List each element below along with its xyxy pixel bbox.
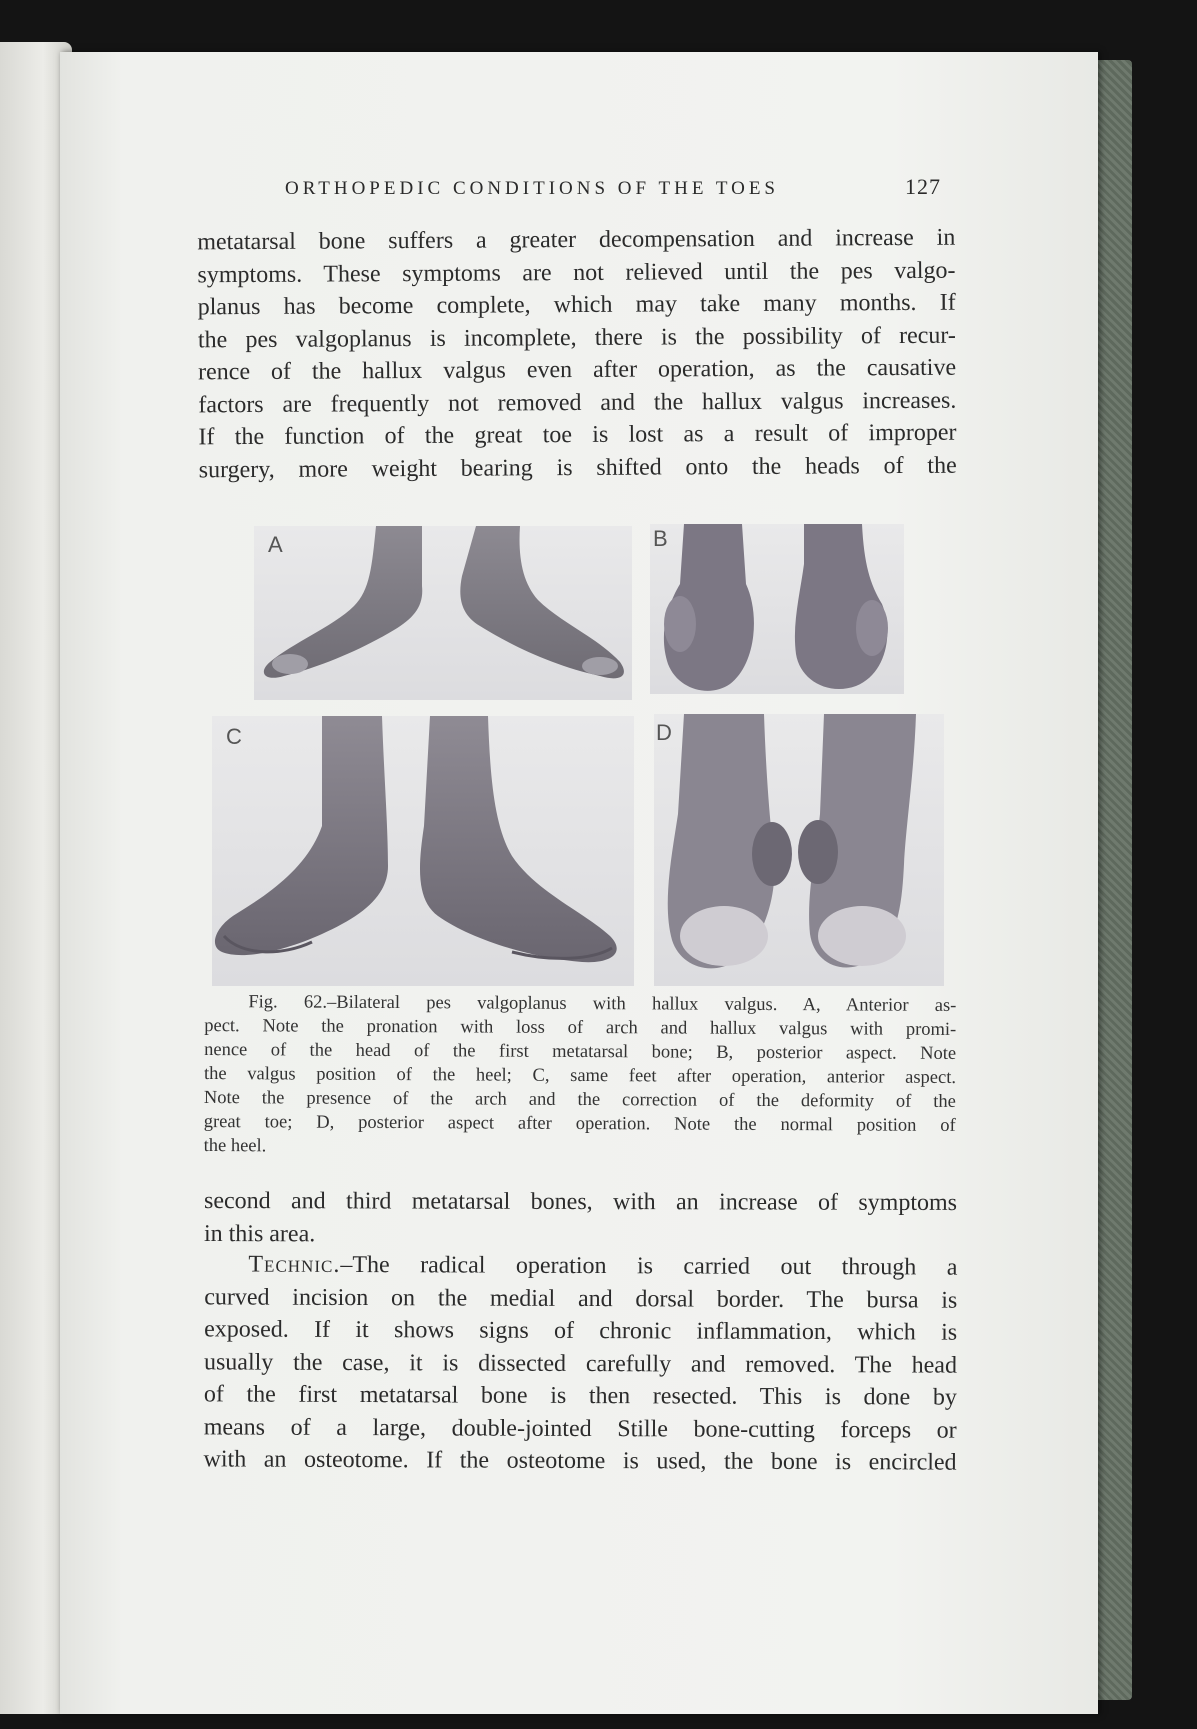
text-line: exposed. If it shows signs of chronic inflammation, which is [204,1316,958,1346]
figure-panel-b-photo [650,524,904,694]
text-line: If the function of the great toe is lost as a result of improper [198,419,957,451]
figure-panel-c-photo [212,716,634,986]
running-head: ORTHOPEDIC CONDITIONS OF THE TOES [285,178,779,199]
feet-posterior-illustration [650,524,904,694]
panel-label-b: B [653,526,668,551]
text-line: in this area. [203,1220,316,1247]
text-line: planus has become complete, which may take many months. If [197,289,956,321]
feet-anterior-illustration [254,526,632,700]
text-line: factors are frequently not removed and the hallux valgus increases. [198,387,957,418]
text-line: usually the case, it is dissected carefully and removed. The head [203,1348,958,1379]
paragraph-technic [204,1248,958,1479]
text-line-technic-first [204,1248,957,1284]
caption-line: pect. Note the pronation with loss of arch and hallux valgus with promi- [204,1016,957,1040]
paragraph-top [197,222,957,487]
technic-heading: Technic. [248,1251,341,1278]
figure-panel-d-photo [654,714,944,986]
page-number: 127 [905,174,941,199]
caption-line: the valgus position of the heel; C, same feet after operation, anterior aspect. [203,1064,957,1088]
text-line: symptoms. These symptoms are not relieved until the pes valgo- [197,257,956,288]
caption-line: great toe; D, posterior aspect after operation. Note the normal position of [203,1112,956,1136]
caption-line: Fig. 62.–Bilateral pes valgoplanus with hallux valgus. A, Anterior as- [248,992,957,1016]
text-line: means of a large, double-jointed Stille bone-cutting forceps or [203,1413,957,1444]
text-line: surgery, more weight bearing is shifted onto the heads of the [198,452,957,483]
panel-label-d: D [656,720,672,745]
figure-caption [204,990,957,1162]
caption-line: the heel. [203,1136,267,1157]
panel-label-c: C [226,724,242,749]
technic-first-line-text: –The radical operation is carried out through a [340,1251,958,1281]
text-line: the pes valgoplanus is incomplete, there is the possibility of recur- [197,322,956,353]
text-line: metatarsal bone suffers a greater decompensation and increase in [197,224,956,256]
paragraph-continued [204,1185,957,1252]
caption-line: Note the presence of the arch and the correction of the deformity of the [203,1088,956,1112]
text-line: of the first metatarsal bone is then resected. This is done by [203,1381,957,1411]
text-line: rence of the hallux valgus even after operation, as the causative [198,354,957,386]
panel-label-a: A [268,532,283,557]
text-line: with an osteotome. If the osteotome is used, the bone is encircled [203,1446,957,1476]
text-line: curved incision on the medial and dorsal border. The bursa is [204,1283,958,1314]
feet-posterior-after-illustration [654,714,944,986]
figure-panel-a-photo [254,526,632,700]
text-line: second and third metatarsal bones, with an increase of symptoms [204,1188,958,1216]
feet-anterior-after-illustration [212,716,634,986]
caption-line: nence of the head of the first metatarsal bone; B, posterior aspect. Note [204,1040,957,1064]
